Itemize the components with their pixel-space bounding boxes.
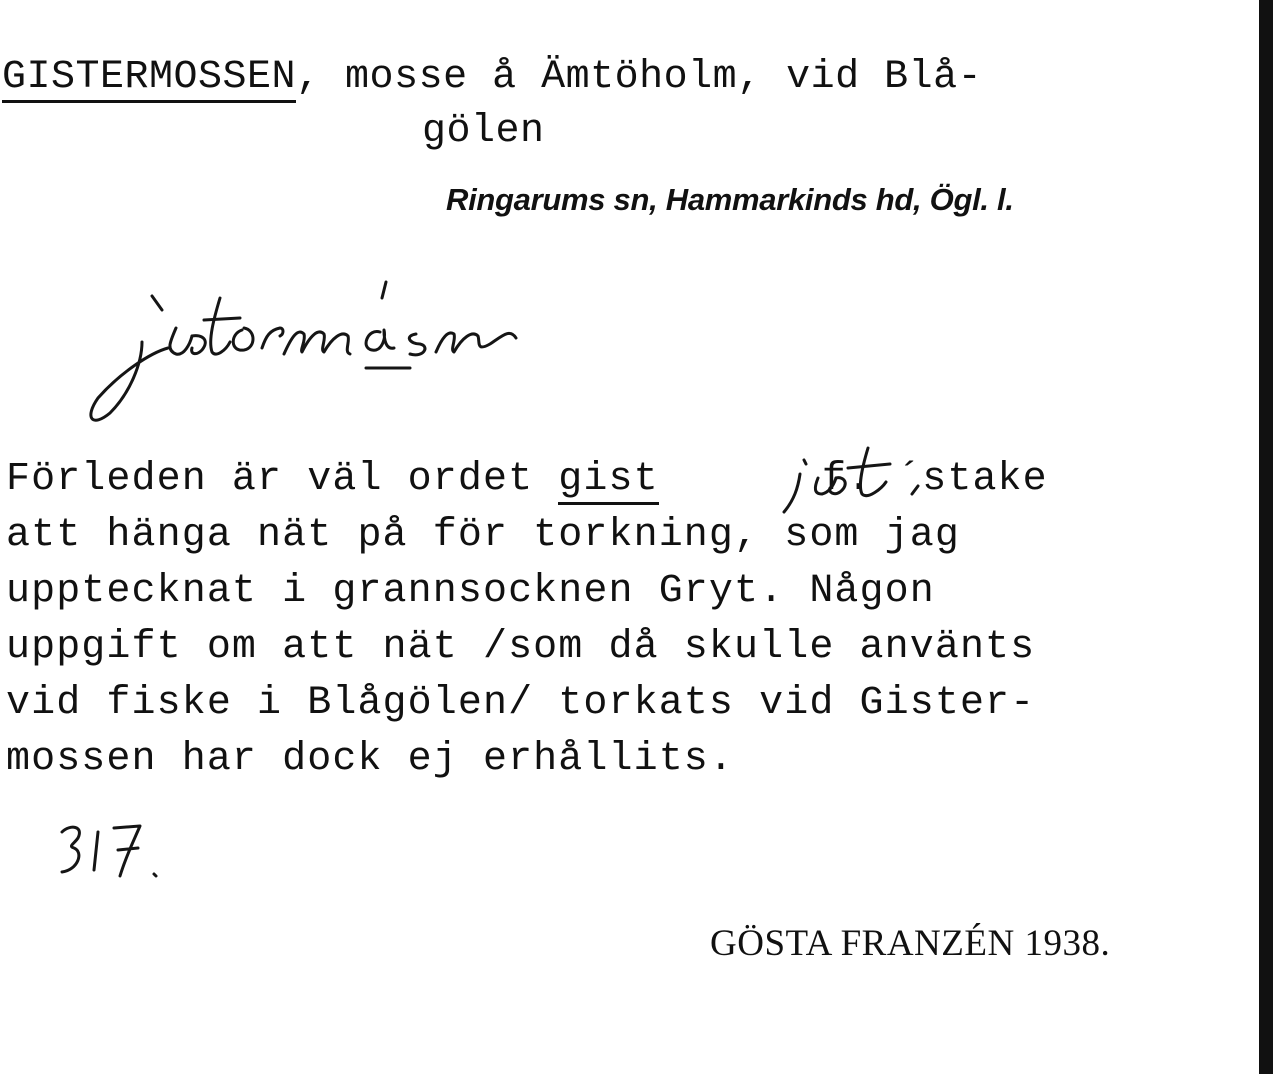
body-line-4: uppgift om att nät /som då skulle använts — [6, 625, 1036, 670]
body-line-2: att hänga nät på för torkning, som jag — [6, 513, 960, 558]
heading-line — [2, 50, 982, 106]
card-number-handwriting — [56, 818, 176, 888]
body-line-6: mossen har dock ej erhållits. — [6, 737, 735, 782]
pronunciation-handwriting — [80, 278, 540, 428]
parish-stamp: Ringarums sn, Hammarkinds hd, Ögl. l. — [446, 182, 1014, 217]
body-line-5: vid fiske i Blågölen/ torkats vid Gister- — [6, 681, 1036, 726]
body-line-1-end: f. ´stake — [796, 457, 1048, 502]
heading-continuation: gölen — [422, 109, 545, 154]
heading-text: , mosse å Ämtöholm, vid Blå- — [296, 55, 983, 100]
underlined-word: gist — [558, 457, 658, 505]
correction-handwriting — [782, 438, 932, 518]
signature: GÖSTA FRANZÉN 1938. — [710, 923, 1111, 964]
body-line-3: upptecknat i grannsocknen Gryt. Någon — [6, 569, 935, 614]
headword: GISTERMOSSEN — [2, 55, 296, 103]
card-edge-line — [1259, 0, 1273, 1074]
body-line-1-text: Förleden är väl ordet — [6, 457, 559, 502]
